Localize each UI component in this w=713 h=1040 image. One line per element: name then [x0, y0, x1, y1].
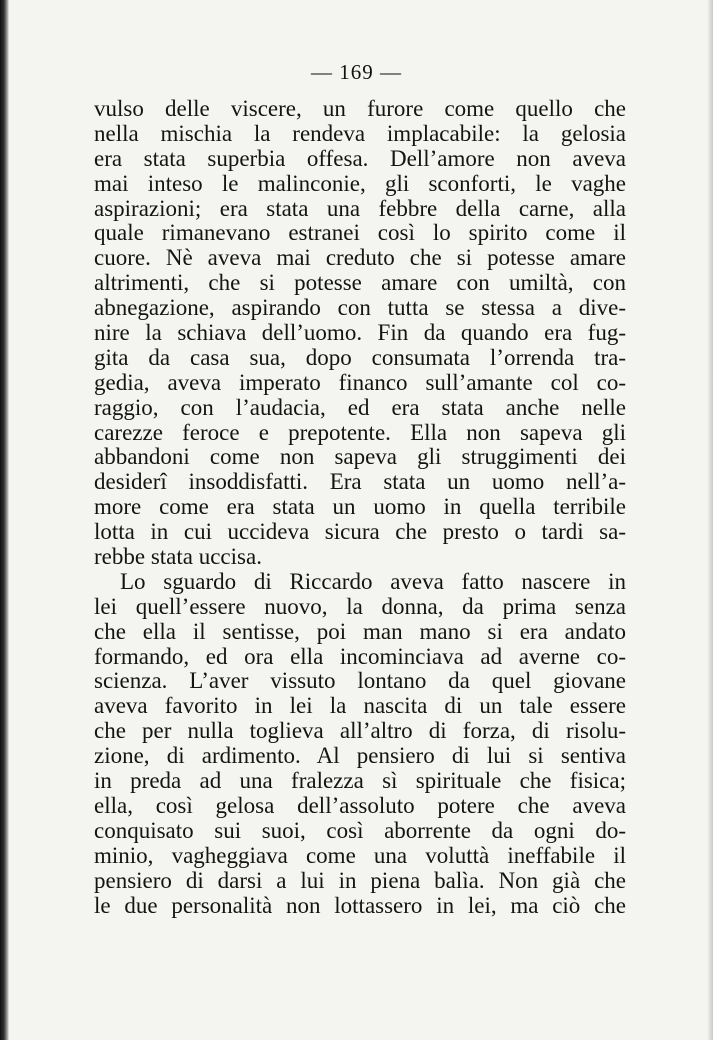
- text-line: pensiero di darsi a lui in piena balìa. Non già che: [94, 867, 626, 893]
- text-line: more come era stata un uomo in quella terribile: [94, 494, 626, 520]
- text-line: aspirazioni; era stata una febbre della carne, alla: [94, 195, 626, 221]
- text-line: nire la schiava dell’uomo. Fin da quando era fug-: [94, 320, 626, 346]
- text-line: in preda ad una fralezza sì spirituale che fisica;: [94, 768, 626, 794]
- text-line: formando, ed ora ella incominciava ad averne co-: [94, 643, 626, 669]
- text-line: abnegazione, aspirando con tutta se stessa a dive-: [94, 295, 626, 321]
- text-line: abbandoni come non sapeva gli struggimenti dei: [94, 444, 626, 470]
- text-line: zione, di ardimento. Al pensiero di lui si sentiva: [94, 743, 626, 769]
- text-line: nella mischia la rendeva implacabile: la gelosia: [94, 120, 626, 146]
- text-line: che per nulla toglieva all’altro di forza, di risolu-: [94, 718, 626, 744]
- text-line: vulso delle viscere, un furore come quello che: [94, 96, 626, 121]
- text-line: scienza. L’aver vissuto lontano da quel giovane: [94, 668, 626, 694]
- text-line: ella, così gelosa dell’assoluto potere che aveva: [94, 792, 626, 818]
- text-line: carezze feroce e prepotente. Ella non sapeva gli: [94, 419, 626, 445]
- text-line: altrimenti, che si potesse amare con umiltà, con: [94, 270, 626, 296]
- text-line: quale rimanevano estranei così lo spirito come il: [94, 220, 626, 246]
- page-edge-right: [707, 0, 713, 1040]
- text-line: le due personalità non lottassero in lei, ma ciò che: [94, 892, 626, 918]
- body-text: [94, 97, 626, 918]
- text-line: gedia, aveva imperato financo sull’amante col co-: [94, 369, 626, 395]
- text-line: minio, vagheggiava come una voluttà ineffabile il: [94, 842, 626, 868]
- text-line: gita da casa sua, dopo consumata l’orrenda tra-: [94, 344, 626, 370]
- text-line: che ella il sentisse, poi man mano si era andato: [94, 618, 626, 644]
- text-line: desiderî insoddisfatti. Era stata un uomo nell’a-: [94, 469, 626, 495]
- page-number: — 169 —: [311, 60, 402, 84]
- text-line: cuore. Nè aveva mai creduto che si potesse amare: [94, 245, 626, 271]
- page-edge-shadow: [0, 0, 9, 1040]
- paragraph-first-line: Lo sguardo di Riccardo aveva fatto nascere in: [120, 568, 626, 594]
- text-line: era stata superbia offesa. Dell’amore non aveva: [94, 145, 626, 171]
- text-line: lei quell’essere nuovo, la donna, da prima senza: [94, 593, 626, 619]
- text-line: aveva favorito in lei la nascita di un tale essere: [94, 693, 626, 719]
- text-line: mai inteso le malinconie, gli sconforti, le vaghe: [94, 170, 626, 196]
- text-line: raggio, con l’audacia, ed era stata anche nelle: [94, 394, 626, 420]
- text-line: conquisato sui suoi, così aborrente da ogni do-: [94, 817, 626, 843]
- text-line: lotta in cui uccideva sicura che presto o tardi sa-: [94, 519, 626, 545]
- paragraph-last-line: rebbe stata uccisa.: [94, 544, 262, 570]
